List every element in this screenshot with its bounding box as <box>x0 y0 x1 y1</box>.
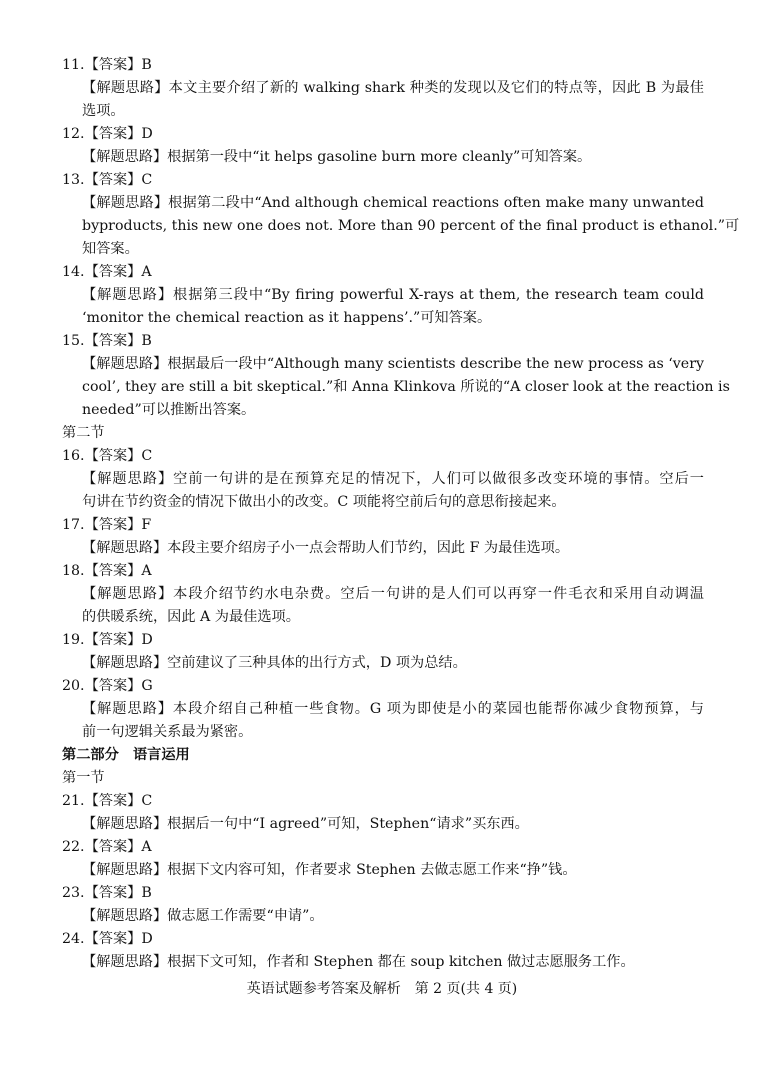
explanation-line: 【解题思路】本段主要介绍房子小一点会帮助人们节约，因此 F 为最佳选项。 <box>82 540 570 556</box>
explanation-line: 【解题思路】根据最后一段中“Although many scientists describe the new process as ‘very <box>82 356 704 372</box>
explanation-line: 【解题思路】本段介绍节约水电杂费。空后一句讲的是人们可以再穿一件毛衣和采用自动调温 <box>82 586 704 602</box>
explanation-line: 【解题思路】做志愿工作需要“申请”。 <box>82 908 324 924</box>
explanation-line: 选项。 <box>82 103 125 119</box>
explanation-line: 的供暖系统，因此 A 为最佳选项。 <box>82 609 300 625</box>
explanation-line: 【解题思路】根据第一段中“it helps gasoline burn more cleanly”可知答案。 <box>82 149 592 165</box>
answer-label-15: 15.【答案】B <box>62 333 152 349</box>
explanation-line: 【解题思路】空前建议了三种具体的出行方式，D 项为总结。 <box>82 655 467 671</box>
explanation-line: 知答案。 <box>82 241 139 257</box>
answer-label-18: 18.【答案】A <box>62 563 152 579</box>
explanation-line: 【解题思路】根据后一句中“I agreed”可知，Stephen“请求”买东西。 <box>82 816 529 832</box>
explanation-line: 句讲在节约资金的情况下做出小的改变。C 项能将空前后句的意思衔接起来。 <box>82 494 566 510</box>
answer-label-11: 11.【答案】B <box>62 57 152 73</box>
explanation-line: byproducts, this new one does not. More than 90 percent of the final product is ethanol.”可 <box>82 218 740 234</box>
explanation-line: cool’, they are still a bit skeptical.”和 Anna Klinkova 所说的“A closer look at the reaction is <box>82 379 730 395</box>
answer-label-14: 14.【答案】A <box>62 264 152 280</box>
explanation-line: 【解题思路】根据第二段中“And although chemical reactions often make many unwanted <box>82 195 704 211</box>
explanation-line: 【解题思路】空前一句讲的是在预算充足的情况下，人们可以做很多改变环境的事情。空后一 <box>82 471 704 487</box>
answer-label-16: 16.【答案】C <box>62 448 153 464</box>
answer-label-20: 20.【答案】G <box>62 678 153 694</box>
answer-label-13: 13.【答案】C <box>62 172 153 188</box>
answer-label-21: 21.【答案】C <box>62 793 153 809</box>
explanation-line: needed”可以推断出答案。 <box>82 402 256 418</box>
explanation-line: 【解题思路】本文主要介绍了新的 walking shark 种类的发现以及它们的特点等，因此 B 为最佳 <box>82 80 704 96</box>
explanation-line: 前一句逻辑关系最为紧密。 <box>82 724 253 740</box>
explanation-line: 【解题思路】根据下文内容可知，作者要求 Stephen 去做志愿工作来“挣”钱。 <box>82 862 577 878</box>
explanation-line: 【解题思路】根据第三段中“By firing powerful X-rays at them, the research team could <box>82 287 704 303</box>
explanation-line: 【解题思路】根据下文可知，作者和 Stephen 都在 soup kitchen 做过志愿服务工作。 <box>82 954 635 970</box>
answer-label-17: 17.【答案】F <box>62 517 152 533</box>
explanation-line: 【解题思路】本段介绍自己种植一些食物。G 项为即使是小的菜园也能帮你减少食物预算，与 <box>82 701 704 717</box>
answer-label-24: 24.【答案】D <box>62 931 153 947</box>
answer-label-23: 23.【答案】B <box>62 885 152 901</box>
answer-label-19: 19.【答案】D <box>62 632 153 648</box>
explanation-line: ‘monitor the chemical reaction as it happens’.”可知答案。 <box>82 310 492 326</box>
page-footer: 英语试题参考答案及解析 第 2 页(共 4 页) <box>246 981 518 997</box>
part-heading: 第二部分 语言运用 <box>62 747 190 763</box>
section-heading: 第二节 <box>62 425 105 441</box>
answer-label-12: 12.【答案】D <box>62 126 153 142</box>
answer-label-22: 22.【答案】A <box>62 839 152 855</box>
section-heading: 第一节 <box>62 770 105 786</box>
